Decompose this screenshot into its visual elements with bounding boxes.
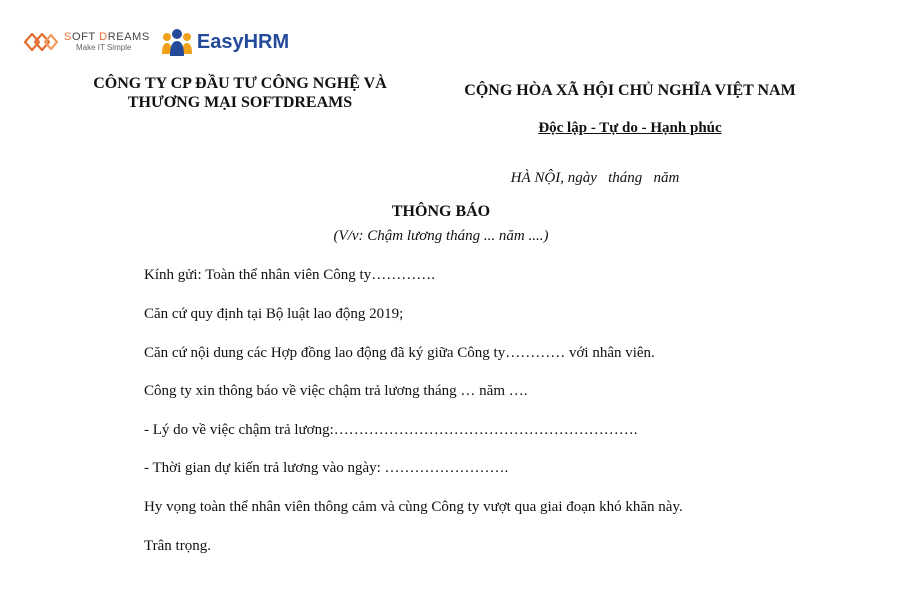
- logo-bar: [22, 24, 289, 60]
- body-line-reason: - Lý do về việc chậm trả lương:…………………………………………………….: [144, 422, 638, 438]
- company-name-line-2: THƯƠNG MẠI SOFTDREAMS: [127, 94, 353, 111]
- document-subject: (V/v: Chậm lương tháng ... năm ....): [333, 228, 549, 244]
- nation-heading: CỘNG HÒA XÃ HỘI CHỦ NGHĨA VIỆT NAM: [464, 82, 796, 99]
- body-line-legal-basis: Căn cứ quy định tại Bộ luật lao động 2019;: [144, 306, 404, 322]
- body-line-recipient: Kính gửi: Toàn thể nhân viên Công ty………….: [144, 267, 435, 283]
- softdreams-wordmark: SOFT DREAMS: [64, 31, 150, 43]
- company-name: [60, 74, 420, 112]
- easyhrm-wordmark: EasyHRM: [196, 30, 290, 53]
- body-line-regards: Trân trọng.: [144, 538, 211, 554]
- softdreams-tagline: Make IT Simple: [76, 43, 132, 52]
- easyhrm-people-icon: [160, 27, 194, 57]
- body-line-announcement: Công ty xin thông báo về việc chậm trả lương tháng … năm ….: [144, 383, 528, 399]
- document-title: THÔNG BÁO: [391, 203, 491, 220]
- easyhrm-logo: [160, 27, 289, 57]
- company-name-line-1: CÔNG TY CP ĐẦU TƯ CÔNG NGHỆ VÀ: [93, 75, 387, 92]
- softdreams-logo: [22, 27, 150, 57]
- body-line-contract-basis: Căn cứ nội dung các Hợp đồng lao động đã ký giữa Công ty………… với nhân viên.: [144, 345, 655, 361]
- body-line-expected-date: - Thời gian dự kiến trả lương vào ngày: …………………….: [144, 460, 509, 476]
- softdreams-mark-icon: [22, 27, 60, 57]
- place-and-date: HÀ NỘI, ngày tháng năm: [510, 170, 680, 186]
- body-line-closing-hope: Hy vọng toàn thể nhân viên thông cảm và cùng Công ty vượt qua giai đoạn khó khăn này.: [144, 499, 683, 515]
- national-motto: Độc lập - Tự do - Hạnh phúc: [538, 120, 722, 136]
